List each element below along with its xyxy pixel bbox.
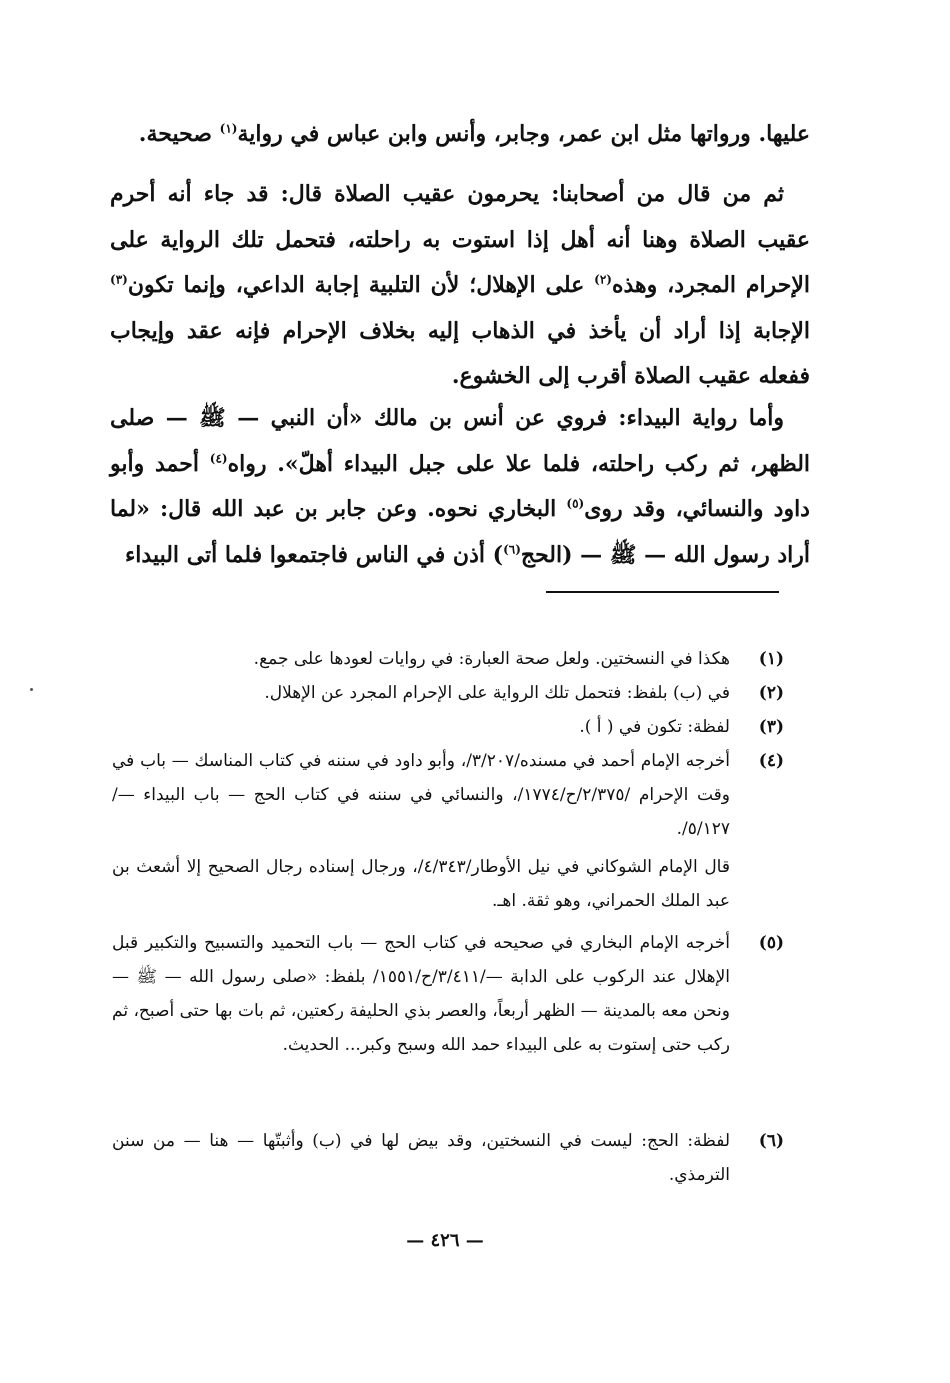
footnote-number: (٥): [758, 933, 784, 953]
paragraph-2-text-b: على الإهلال؛ لأن التلبية إجابة الداعي، وإنما تكون: [127, 272, 585, 298]
footnote-number: (٤): [758, 751, 784, 771]
footnote-text: لفظة: تكون في ( أ ).: [579, 717, 730, 737]
footnote-continuation: قال الإمام الشوكاني في نيل الأوطار/٤/٣٤٣/، ورجال إسناده رجال الصحيح إلا أشعث بن عبد الملك الحمراني، وهو ثقة. اهـ.: [112, 857, 730, 911]
paragraph-2: [110, 172, 810, 400]
footnote-text: هكذا في النسختين. ولعل صحة العبارة: في روايات لعودها على جمع.: [253, 649, 730, 669]
footnote-text: لفظة: الحج: ليست في النسختين، وقد بيض لها في (ب) وأثبتّها — هنا — من سنن الترمذي.: [112, 1131, 730, 1185]
footnote-1: [112, 642, 784, 676]
footnote-4: [112, 744, 784, 918]
footnote-text: في (ب) بلفظ: فتحمل تلك الرواية على الإحرام المجرد عن الإهلال.: [264, 683, 730, 703]
footnote-6: [112, 1124, 784, 1192]
scan-speck: [30, 688, 33, 691]
footnote-number: (٣): [758, 717, 784, 737]
paragraph-1-end: صحيحة.: [138, 121, 212, 147]
footnote-ref-1: (١): [219, 121, 238, 136]
footnote-ref-5: (٥): [566, 496, 585, 511]
paragraph-1: [110, 112, 810, 158]
footnote-ref-6: (٦): [503, 542, 521, 557]
footnote-separator: [546, 591, 779, 593]
paragraph-2-text-c: الإجابة إذا أراد أن يأخذ في الذهاب إليه بخلاف الإحرام فإنه عقد وإيجاب ففعله عقيب الصلاة أقرب إلى الخشوع.: [110, 317, 810, 389]
paragraph-3-text-a: وأما رواية البيداء: فروي عن أنس بن مالك «أن النبي — ﷺ — صلى الظهر، ثم ركب راحلته، فلما علا على جبل البيداء أهلّ». رواه: [110, 405, 811, 477]
footnote-number: (٦): [758, 1131, 784, 1151]
footnote-text: أخرجه الإمام أحمد في مسنده/٣/٢٠٧/، وأبو داود في سننه في كتاب المناسك — باب في وقت الإحرام /٢/٣٧٥/ح/١٧٧٤/، والنسائي في سننه في كتاب الحج — باب البيداء —/٥/١٢٧/.: [112, 751, 730, 839]
paragraph-3-text-b: أحمد وأبو داود والنسائي، وقد روى: [110, 450, 810, 522]
paragraph-3-text-c: البخاري نحوه. وعن جابر بن عبد الله قال: «لما أراد رسول الله — ﷺ — (الحج: [110, 496, 810, 568]
footnote-5: [112, 926, 784, 1062]
footnote-ref-3: (٣): [110, 272, 128, 287]
footnote-text: أخرجه الإمام البخاري في صحيحه في كتاب الحج — باب التحميد والتسبيح والتكبير قبل الإهلال عند الركوب على الدابة —/٣/٤١١/ح/١٥٥١/ بلفظ: «صلى رسول الله — ﷺ — ونحن معه بالمدينة — الظهر أربعاً، والعصر بذي الحليفة ركعتين، ثم بات بها حتى أصبح، ثم ركب حتى إستوت به على البيداء حمد الله وسبح وكبر... الحديث.: [112, 933, 730, 1055]
footnote-3: [112, 710, 784, 744]
paragraph-3: [110, 396, 810, 578]
footnote-number: (٢): [758, 683, 784, 703]
paragraph-3-text-d: ) أذن في الناس فاجتمعوا فلما أتى البيداء: [124, 541, 504, 568]
footnote-number: (١): [758, 649, 784, 669]
paragraph-2-text-a: ثم من قال من أصحابنا: يحرمون عقيب الصلاة قال: قد جاء أنه أحرم عقيب الصلاة وهنا أنه أهل إذا استوت به راحلته، فتحمل تلك الرواية على الإحرام المجرد، وهذه: [110, 181, 810, 298]
footnote-ref-2: (٢): [594, 272, 612, 287]
paragraph-1-text: عليها. ورواتها مثل ابن عمر، وجابر، وأنس وابن عباس في رواية: [237, 121, 810, 147]
footnote-2: [112, 676, 784, 710]
page-number: — ٤٢٦ —: [406, 1230, 484, 1251]
footnote-ref-4: (٤): [209, 451, 228, 466]
